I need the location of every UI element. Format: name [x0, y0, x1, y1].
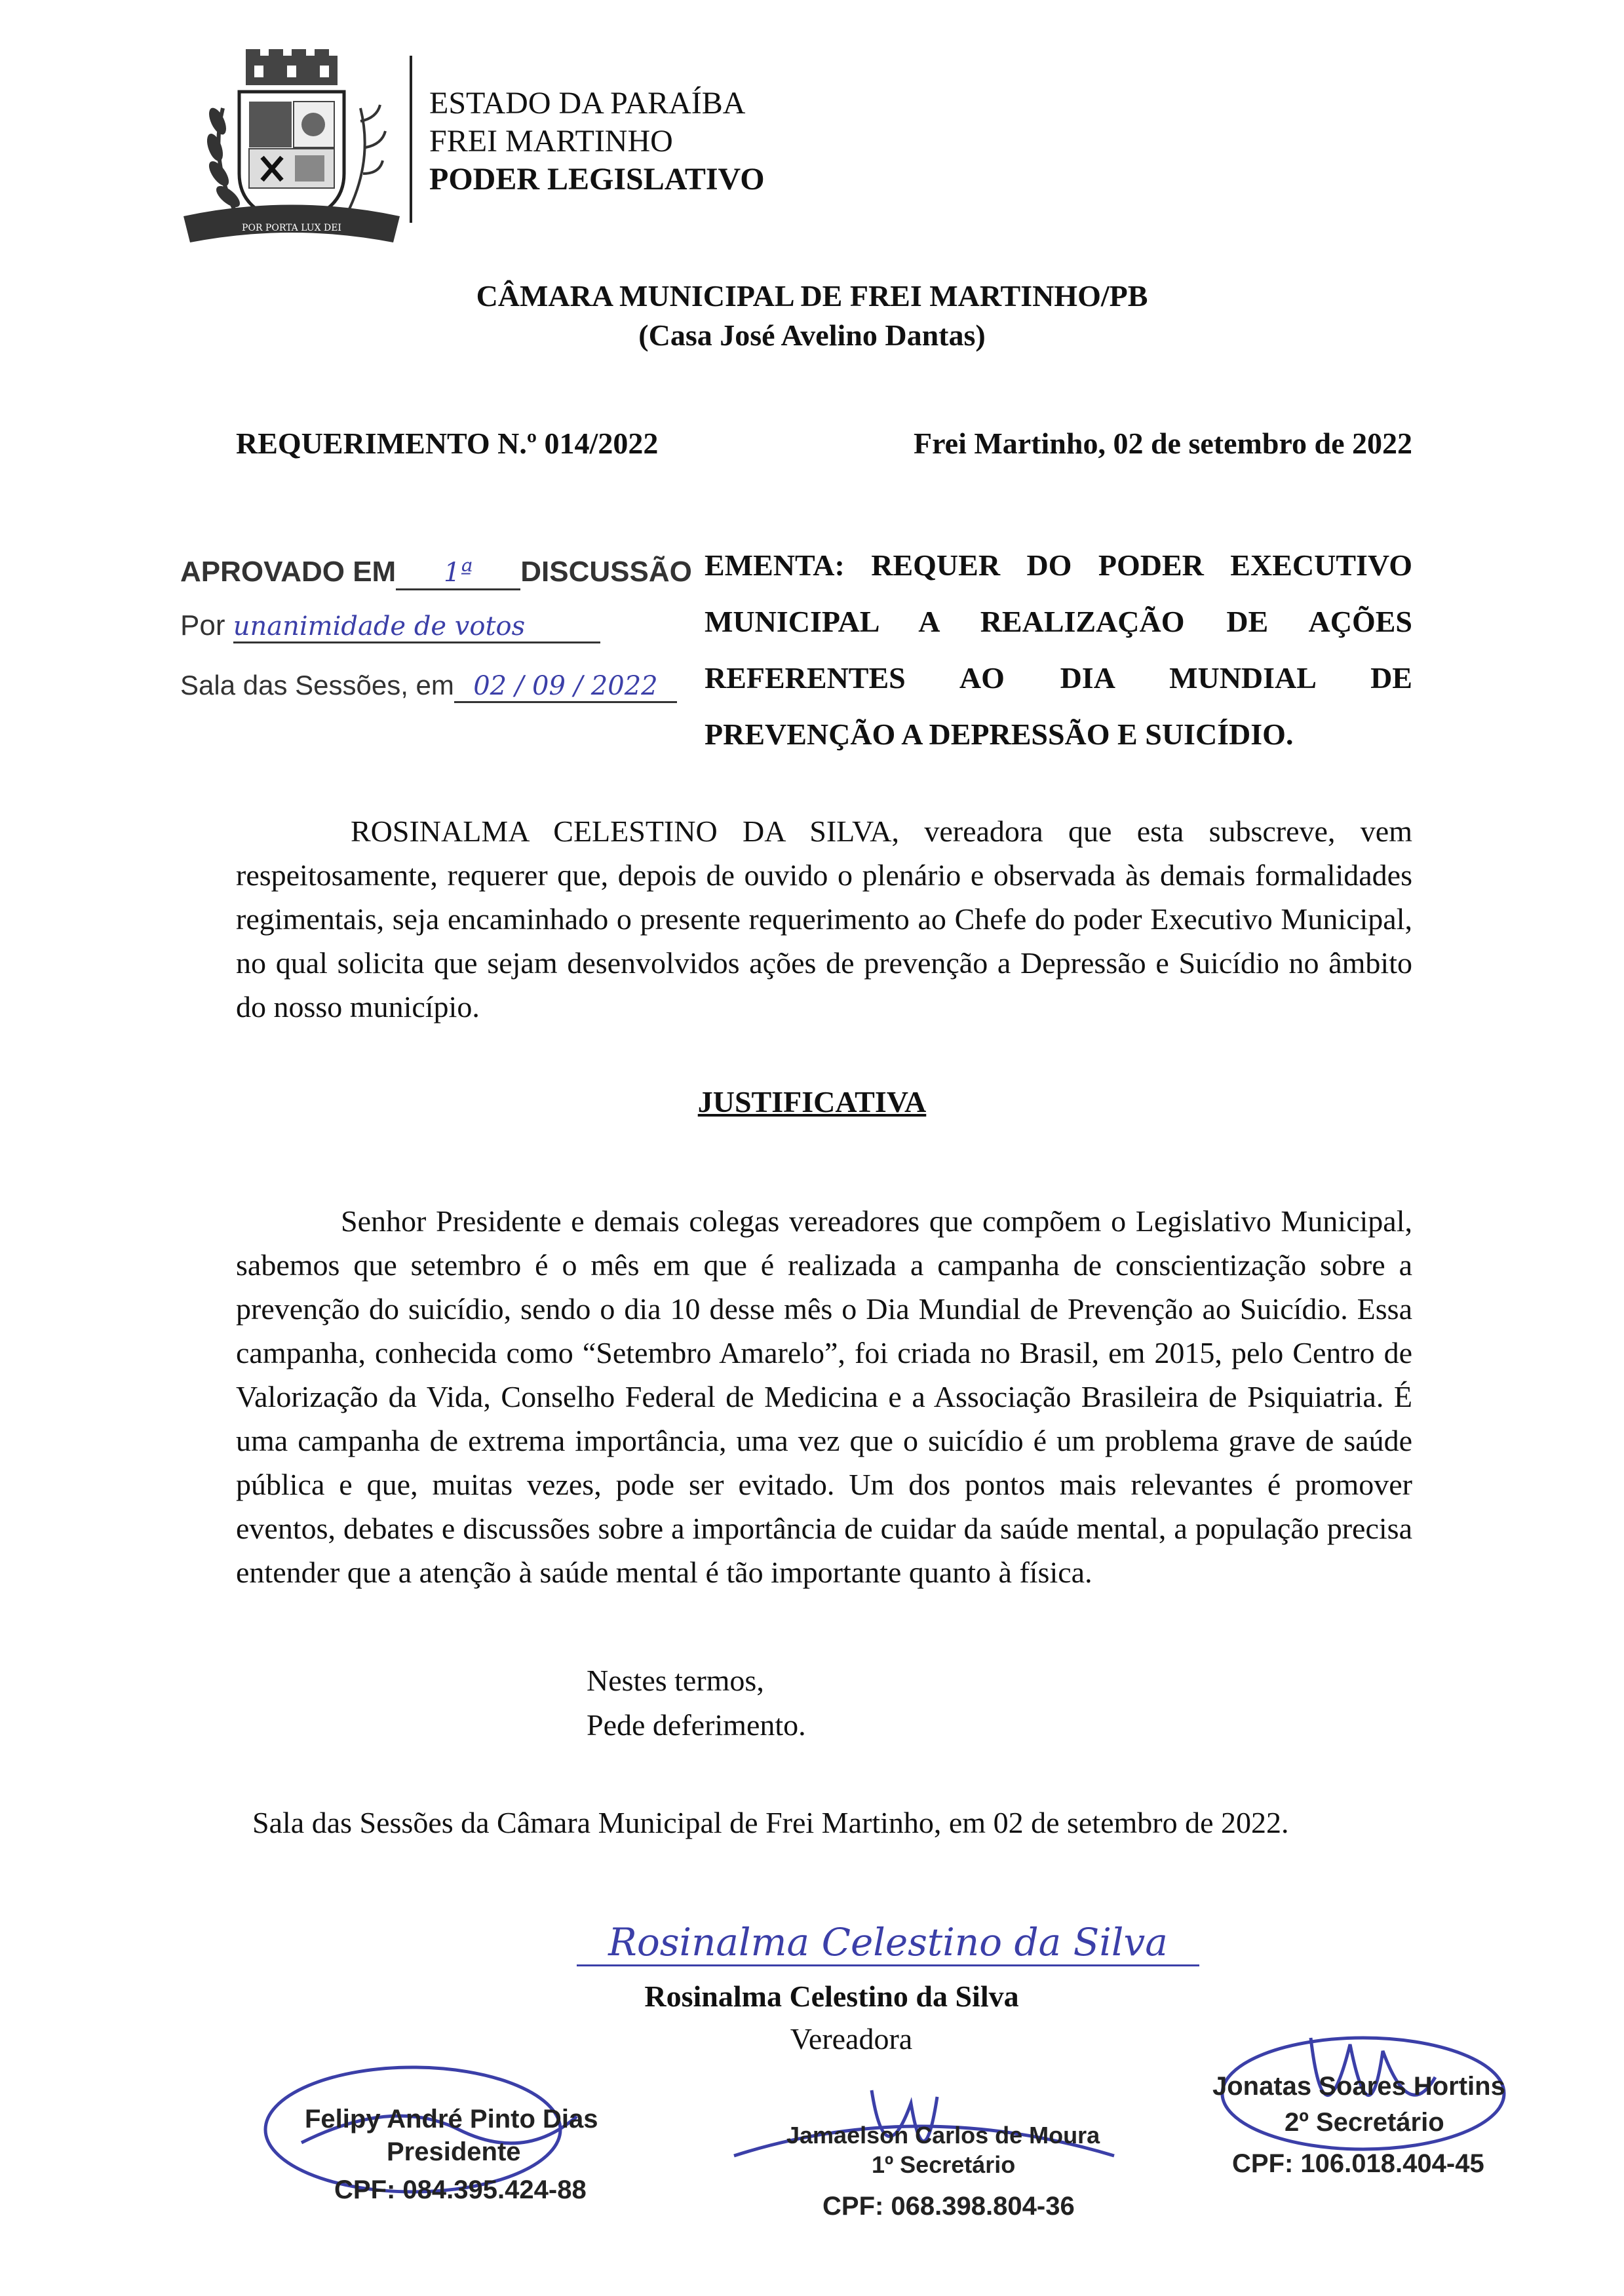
- approval-label: APROVADO EM: [180, 556, 396, 588]
- justification-paragraph: Senhor Presidente e demais colegas vereadores que compõem o Legislativo Municipal, sabemos que setembro é o mês em que é realizada a campanha de conscientização sobre a prevenção do suicídio, sendo o dia 10 desse mês o Dia Mundial de Prevenção ao Suicídio. Essa campanha, conhecida como “Setembro Amarelo”, foi criada no Brasil, em 2015, pelo Centro de Valorização da Vida, Conselho Federal de Medicina e a Associação Brasileira de Psiquiatria. É uma campanha de extrema importância, uma vez que o suicídio é um problema grave de saúde pública e que, muitas vezes, pode ser evitado. Um dos pontos mais relevantes é promover eventos, debates e discussões sobre a importância de cuidar da saúde mental, a população precisa entender que a atenção à saúde mental é tão importante quanto à física.: [236, 1204, 1412, 1589]
- approval-stamp-line1: [180, 556, 692, 590]
- intro-paragraph: ROSINALMA CELESTINO DA SILVA, vereadora que esta subscreve, vem respeitosamente, requerer que, depois de ouvido o plenário e observada às demais formalidades regimentais, seja encaminhado o presente requerimento ao Chefe do poder Executivo Municipal, no qual solicita que sejam desenvolvidos ações de prevenção a Depressão e Suicídio no âmbito do nosso município.: [236, 814, 1412, 1024]
- first-secretary-name: Jamaelson Carlos de Moura: [786, 2122, 1100, 2149]
- approval-stamp-line3: [180, 670, 677, 703]
- crest-motto: POR PORTA LUX DEI: [242, 223, 341, 233]
- ementa-line-3: REFERENTES AO DIA MUNDIAL DE: [705, 661, 1412, 695]
- approval-date-hand: 02 / 09 / 2022: [454, 671, 677, 703]
- approval-discussion-label: DISCUSSÃO: [520, 556, 692, 588]
- president-role: Presidente: [387, 2137, 521, 2166]
- president-name: Felipy André Pinto Dias: [305, 2105, 598, 2133]
- session-line: Sala das Sessões da Câmara Municipal de Frei Martinho, em 02 de setembro de 2022.: [252, 1806, 1289, 1839]
- request-number: REQUERIMENTO N.º 014/2022: [236, 427, 659, 460]
- closing-line-2: Pede deferimento.: [587, 1708, 806, 1742]
- ementa: [705, 537, 1412, 763]
- second-secretary-cpf: CPF: 106.018.404-45: [1232, 2149, 1484, 2178]
- institution-house: (Casa José Avelino Dantas): [638, 318, 986, 352]
- ementa-line-4: PREVENÇÃO A DEPRESSÃO E SUICÍDIO.: [705, 718, 1294, 751]
- justification-title: JUSTIFICATIVA: [697, 1085, 927, 1119]
- first-secretary-role: 1º Secretário: [872, 2151, 1016, 2178]
- institution-name: CÂMARA MUNICIPAL DE FREI MARTINHO/PB: [476, 279, 1148, 313]
- ementa-line-1: EMENTA: REQUER DO PODER EXECUTIVO: [705, 548, 1412, 582]
- author-handwritten-signature: Rosinalma Celestino da Silva: [577, 1920, 1199, 1966]
- approval-by-label: Por: [180, 609, 225, 641]
- header-divider: [410, 56, 412, 223]
- approval-vote-hand: unanimidade de votos: [233, 611, 600, 643]
- president-cpf: CPF: 084.395.424-88: [334, 2175, 587, 2204]
- approval-session-label: Sala das Sessões, em: [180, 670, 454, 700]
- first-secretary-cpf: CPF: 068.398.804-36: [822, 2192, 1075, 2221]
- header-city: FREI MARTINHO: [429, 124, 673, 159]
- author-name: Rosinalma Celestino da Silva: [644, 1980, 1019, 2013]
- author-role: Vereadora: [790, 2022, 913, 2056]
- approval-discussion-hand: 1ª: [443, 558, 473, 588]
- ementa-line-2: MUNICIPAL A REALIZAÇÃO DE AÇÕES: [705, 605, 1412, 638]
- municipal-crest-logo: [177, 49, 406, 252]
- header-power: PODER LEGISLATIVO: [429, 162, 765, 197]
- second-secretary-name: Jonatas Soares Hortins: [1212, 2072, 1505, 2101]
- second-secretary-role: 2º Secretário: [1285, 2108, 1444, 2137]
- header-state: ESTADO DA PARAÍBA: [429, 86, 746, 121]
- closing-line-1: Nestes termos,: [587, 1664, 764, 1697]
- request-place-date: Frei Martinho, 02 de setembro de 2022: [913, 427, 1412, 460]
- approval-stamp-line2: [180, 609, 600, 643]
